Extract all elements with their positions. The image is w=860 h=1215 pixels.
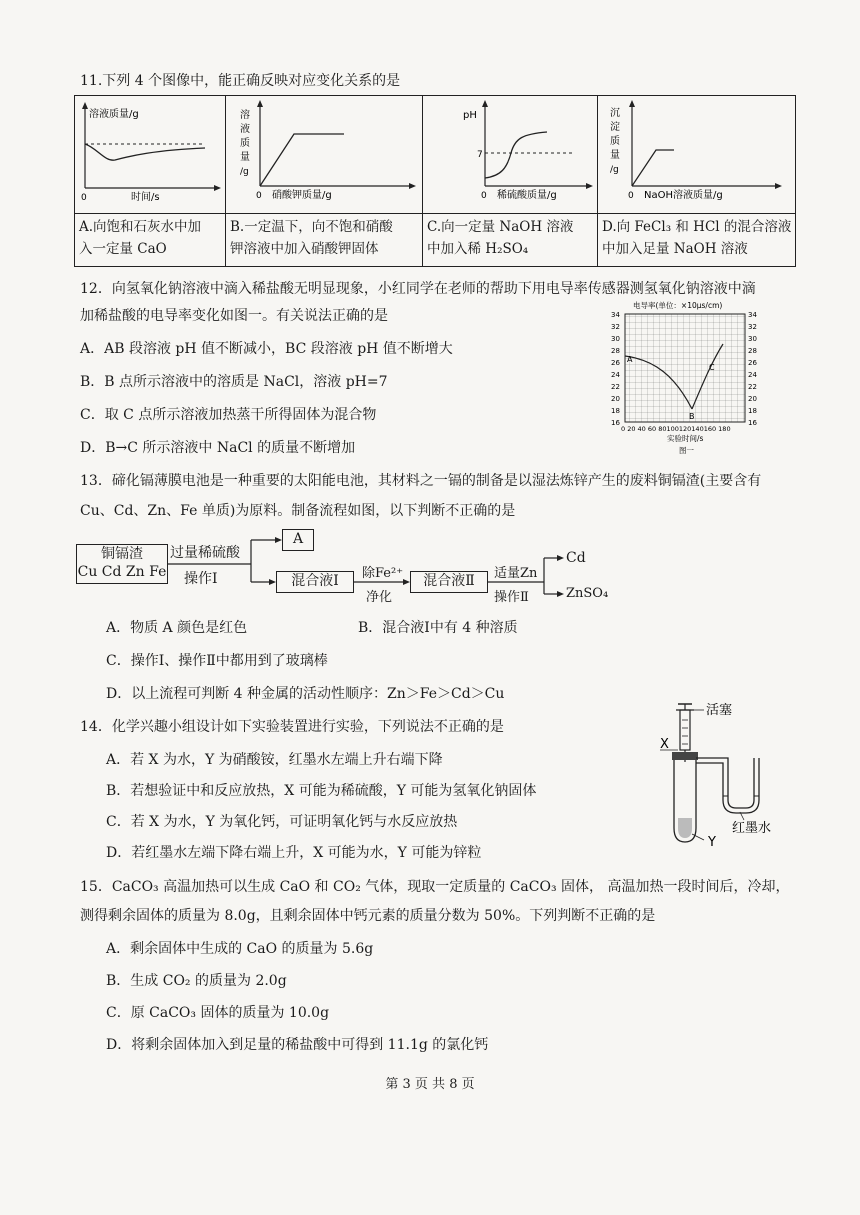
graph-c-svg [423,96,597,209]
ytick-left-22: 22 [611,383,620,391]
q13-option-c: C．操作Ⅰ、操作Ⅱ中都用到了玻璃棒 [106,653,328,669]
graph-a-svg [75,96,225,209]
q15-stem-line2: 测得剩余固体的质量为 8.0g，且剩余固体中钙元素的质量分数为 50%。下列判断不正确的是 [80,908,656,924]
q11-caption-b [226,214,423,267]
graph-c-xlabel: 稀硫酸质量/g [497,190,557,201]
caption-b-line1: B.一定温下，向不饱和硝酸 [230,219,393,235]
chart-xlabel: 实验时间/s [667,434,704,443]
ytick-left-26: 26 [611,359,620,367]
q13-flowchart [76,528,636,608]
graph-d-y4: 量 [610,150,620,161]
caption-c-line2: 中加入稀 H₂SO₄ [427,241,529,257]
graph-c-mark: 7 [477,150,483,160]
graph-b-y4: 量 [240,152,250,163]
flow-op1-label: 操作Ⅰ [184,571,218,587]
chart-title: 电导率(单位：×10μs/cm) [633,301,723,310]
q14-stem: 14．化学兴趣小组设计如下实验装置进行实验，下列说法不正确的是 [80,719,504,735]
q12-stem-line2: 加稀盐酸的电导率变化如图一。有关说法正确的是 [80,308,388,324]
graph-c-ylabel: pH [463,110,477,121]
apparatus-x-label: X [660,737,669,752]
graph-a-origin: 0 [81,193,87,203]
caption-c-line1: C.向一定量 NaOH 溶液 [427,219,574,235]
q11-caption-a [75,214,226,267]
q12-conductivity-chart [605,298,775,460]
q12-stem-line1: 12．向氢氧化钠溶液中滴入稀盐酸无明显现象，小红同学在老师的帮助下用电导率传感器测氢氧化钠溶液中滴 [80,281,756,297]
ytick-right-26: 26 [748,359,757,367]
page-footer: 第 3 页 共 8 页 [385,1077,475,1092]
flow-remove-fe-label: 除Fe²⁺ [362,566,404,581]
q11-graph-d [598,96,796,214]
ytick-right-28: 28 [748,347,757,355]
caption-a-line1: A.向饱和石灰水中加 [79,219,202,235]
point-c-label: C [709,363,715,372]
graph-d-y1: 沉 [610,108,620,119]
x-ticks: 0 20 40 60 80100120140160 180 [621,425,731,433]
q14-option-c: C．若 X 为水，Y 为氧化钙，可证明氧化钙与水反应放热 [106,814,458,830]
q12-option-b: B．B 点所示溶液中的溶质是 NaCl，溶液 pH=7 [80,374,388,390]
graph-d-y5: /g [610,165,619,175]
ytick-left-34: 34 [611,311,620,319]
q12-option-a: A．AB 段溶液 pH 值不断减小，BC 段溶液 pH 值不断增大 [80,341,453,357]
q11-graph-a [75,96,226,214]
flow-mix1-box: 混合液Ⅰ [276,571,354,593]
flow-op2-label: 操作Ⅱ [494,590,529,605]
caption-b-line2: 钾溶液中加入硝酸钾固体 [230,241,379,257]
q15-option-d: D．将剩余固体加入到足量的稀盐酸中可得到 11.1g 的氯化钙 [106,1037,489,1053]
q11-caption-d [598,214,796,267]
graph-d-origin: 0 [628,191,634,201]
flow-purify-label: 净化 [366,590,393,605]
flow-cd-product: Cd [566,550,586,566]
q13-option-d: D．以上流程可判断 4 种金属的活动性顺序：Zn＞Fe＞Cd＞Cu [106,686,505,702]
ytick-left-28: 28 [611,347,620,355]
graph-d-xlabel: NaOH溶液质量/g [644,190,723,201]
q15-option-c: C．原 CaCO₃ 固体的质量为 10.0g [106,1005,330,1021]
graph-b-xlabel: 硝酸钾质量/g [272,190,332,201]
ytick-right-30: 30 [748,335,757,343]
apparatus-ink-label: 红墨水 [732,821,772,836]
flow-znso4-product: ZnSO₄ [566,586,609,601]
q14-option-d: D．若红墨水左端下降右端上升，X 可能为水，Y 可能为锌粒 [106,845,482,861]
apparatus-y-label: Y [708,835,716,850]
ytick-left-30: 30 [611,335,620,343]
apparatus-svg [660,700,790,850]
flow-zn-label: 适量Zn [494,566,538,581]
q12-option-c: C．取 C 点所示溶液加热蒸干所得固体为混合物 [80,407,377,423]
graph-a-xlabel: 时间/s [131,192,160,203]
point-b-label: B [689,412,695,421]
ytick-left-32: 32 [611,323,620,331]
ytick-right-24: 24 [748,371,757,379]
ytick-right-22: 22 [748,383,757,391]
q11-graph-c [423,96,598,214]
caption-d-line2: 中加入足量 NaOH 溶液 [602,241,748,257]
y-ticks-right [748,311,757,427]
ytick-right-16: 16 [748,419,757,427]
q13-stem-line2: Cu、Cd、Zn、Fe 单质)为原料。制备流程如图，以下判断不正确的是 [80,503,516,519]
apparatus-piston-label: 活塞 [706,703,733,718]
y-ticks-left [611,311,620,427]
graph-a-ylabel: 溶液质量/g [89,109,139,120]
ytick-right-20: 20 [748,395,757,403]
ytick-left-20: 20 [611,395,620,403]
flow-start-line2: Cu Cd Zn Fe [77,564,167,580]
graph-b-y2: 液 [240,124,250,135]
graph-c-origin: 0 [481,191,487,201]
graph-b-y3: 质 [240,138,250,149]
graph-d-y3: 质 [610,136,620,147]
graph-b-y5: /g [240,167,249,177]
q11-title: 11.下列 4 个图像中，能正确反映对应变化关系的是 [80,73,401,89]
point-a-label: A [627,355,633,364]
flow-acid-label: 过量稀硫酸 [170,545,240,561]
ytick-left-24: 24 [611,371,620,379]
q13-option-a: A．物质 A 颜色是红色 [106,620,248,636]
ytick-right-18: 18 [748,407,757,415]
q11-graph-b [226,96,423,214]
ytick-left-18: 18 [611,407,620,415]
q15-option-a: A．剩余固体中生成的 CaO 的质量为 5.6g [106,941,374,957]
ytick-right-32: 32 [748,323,757,331]
q14-option-a: A．若 X 为水，Y 为硝酸铵，红墨水左端上升右端下降 [106,752,443,768]
flow-mix2-box: 混合液Ⅱ [410,571,488,593]
q15-option-b: B．生成 CO₂ 的质量为 2.0g [106,973,287,989]
caption-a-line2: 入一定量 CaO [79,241,167,257]
graph-b-y1: 溶 [240,110,250,121]
graph-b-svg [226,96,422,209]
conductivity-svg [605,298,775,456]
graph-d-svg [598,96,788,209]
q15-stem-line1: 15．CaCO₃ 高温加热可以生成 CaO 和 CO₂ 气体，现取一定质量的 CaCO₃ 固体， 高温加热一段时间后，冷却， [80,879,790,895]
ytick-left-16: 16 [611,419,620,427]
chart-caption: 图一 [679,446,694,455]
q11-caption-c [423,214,598,267]
graph-d-y2: 淀 [610,122,620,133]
q11-table [74,95,796,267]
q13-stem-line1: 13．碲化镉薄膜电池是一种重要的太阳能电池，其材料之一镉的制备是以湿法炼锌产生的废料铜镉渣(主要含有 [80,473,762,489]
q14-apparatus [660,700,790,854]
flow-start-line1: 铜镉渣 [101,546,143,562]
q12-option-d: D．B→C 所示溶液中 NaCl 的质量不断增加 [80,440,356,456]
flow-start-box [76,544,168,584]
caption-d-line1: D.向 FeCl₃ 和 HCl 的混合溶液 [602,219,792,235]
graph-b-origin: 0 [256,191,262,201]
ytick-right-34: 34 [748,311,757,319]
q14-option-b: B．若想验证中和反应放热，X 可能为稀硫酸，Y 可能为氢氧化钠固体 [106,783,537,799]
q13-option-b: B．混合液Ⅰ中有 4 种溶质 [358,620,518,636]
flow-a-box: A [282,529,314,551]
